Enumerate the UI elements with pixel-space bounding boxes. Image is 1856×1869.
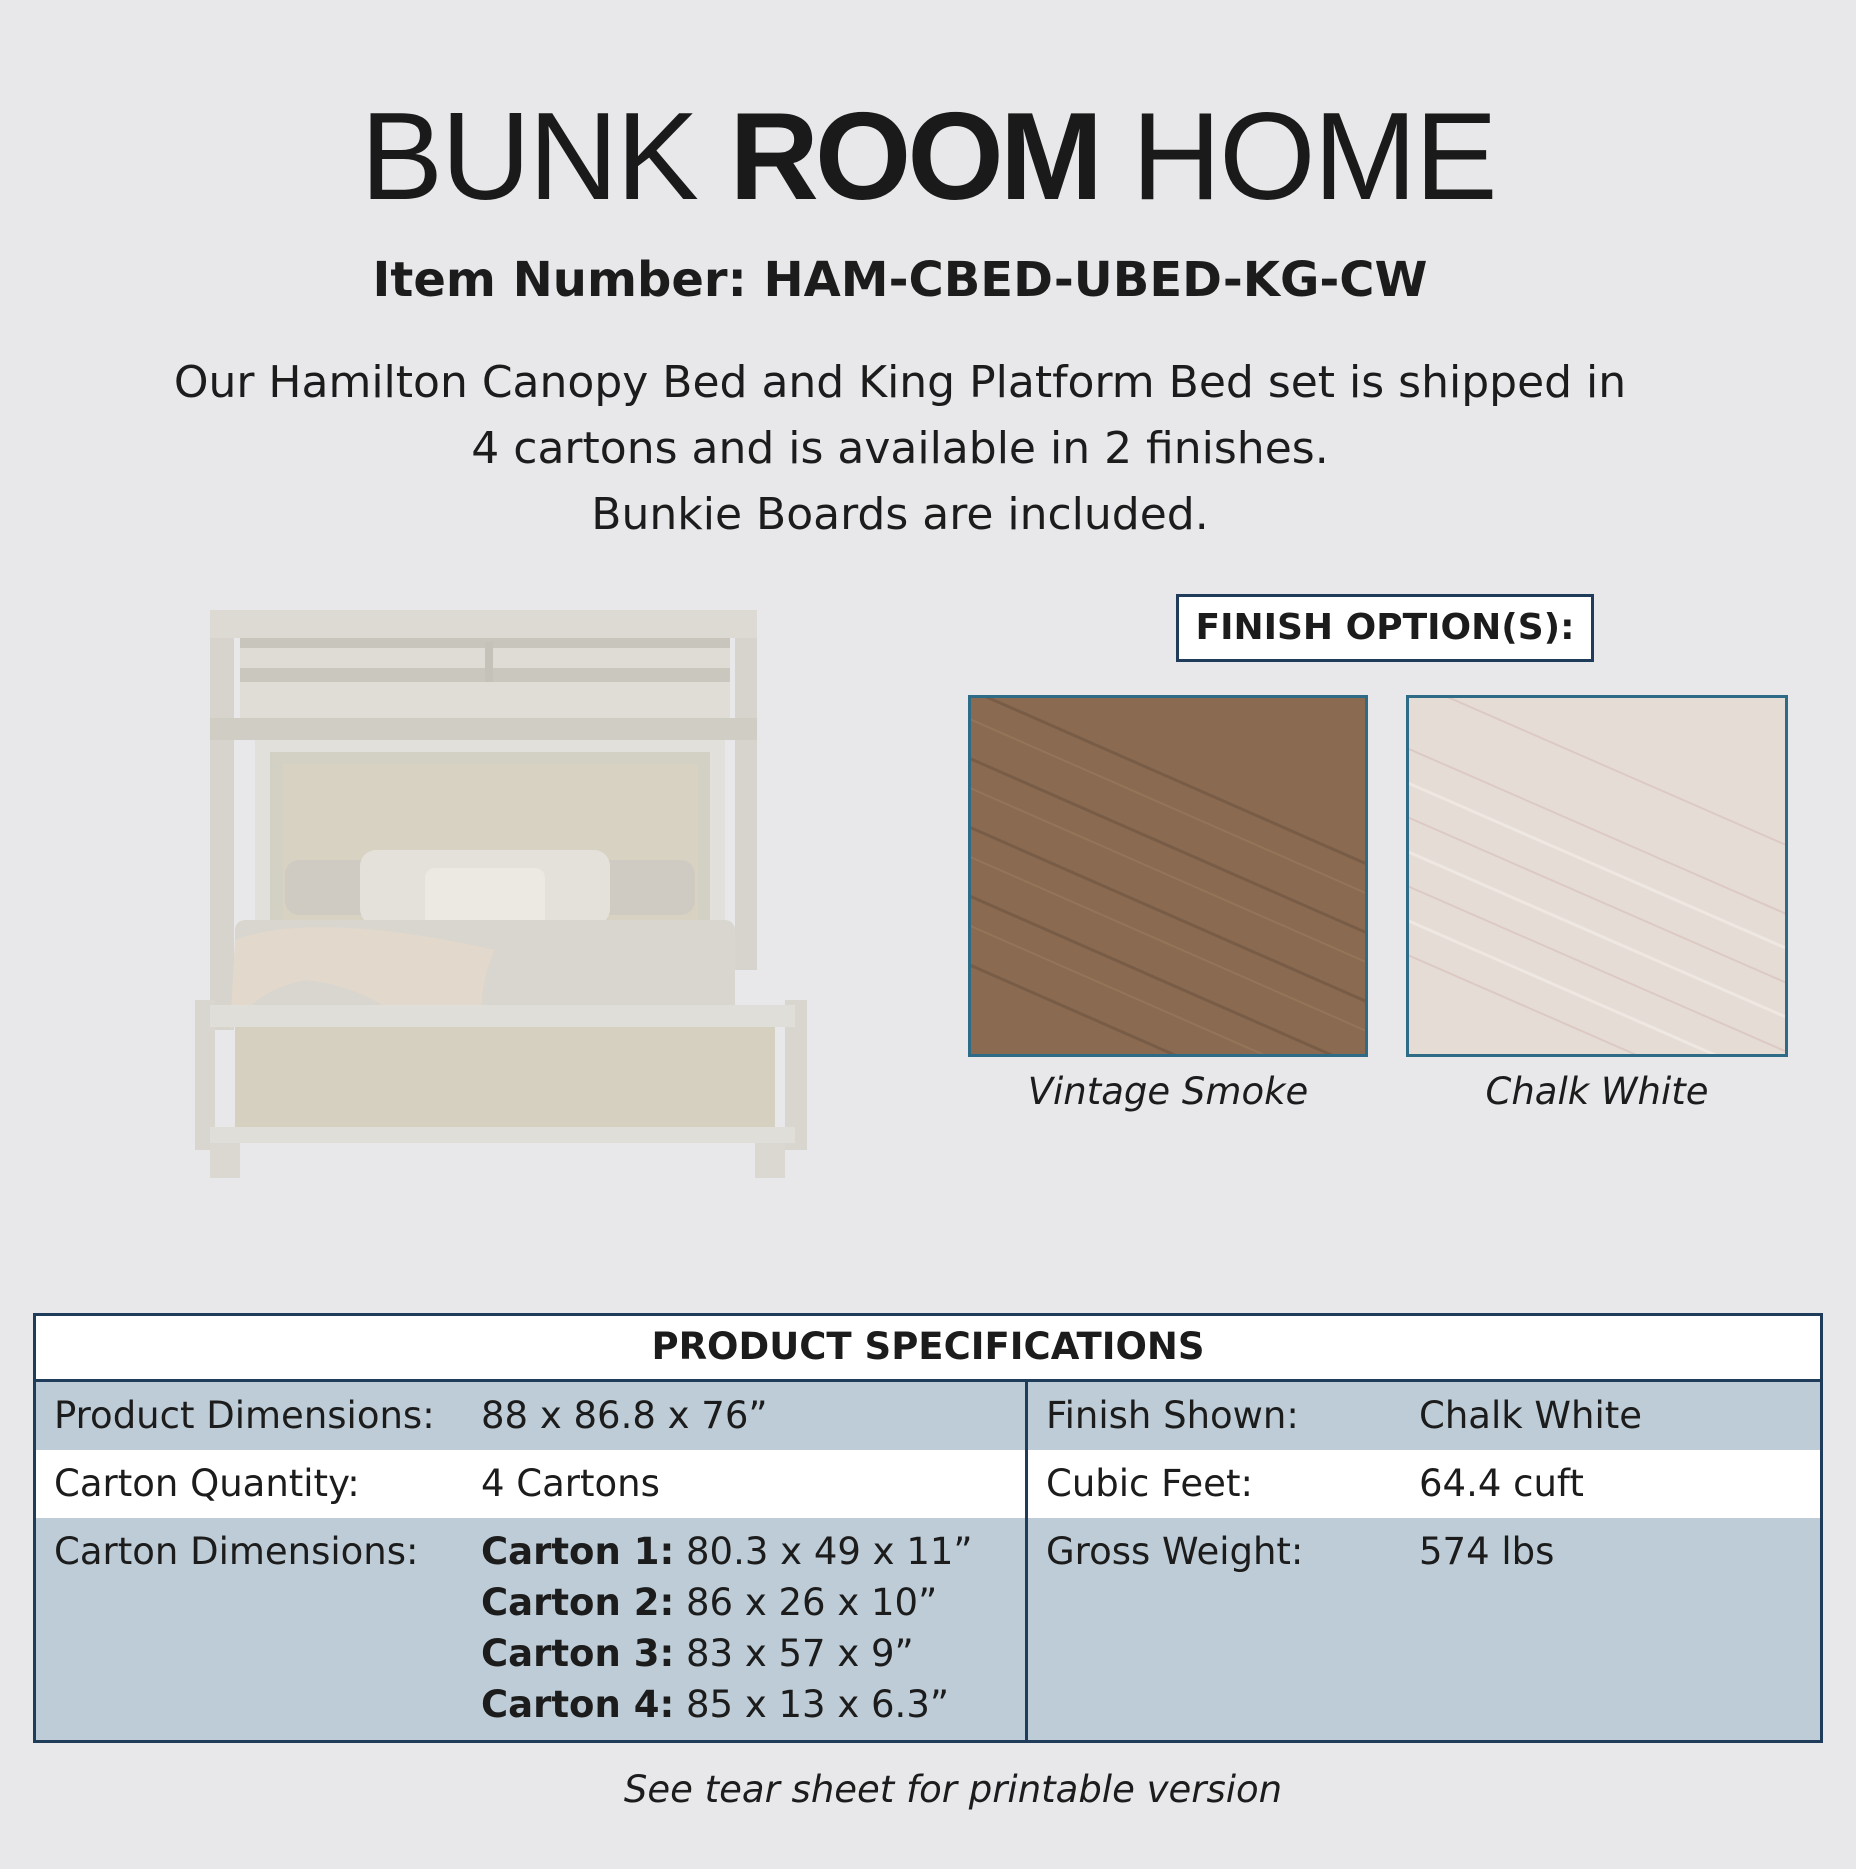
brand-word-room: ROOM bbox=[729, 88, 1100, 226]
cubic-feet-label: Cubic Feet: bbox=[1046, 1462, 1253, 1505]
carton-2-value: 86 x 26 x 10” bbox=[686, 1581, 938, 1624]
footnote bbox=[0, 1768, 1856, 1811]
carton-2 bbox=[481, 1577, 973, 1628]
finish-label-chalk-white: Chalk White bbox=[1485, 1070, 1709, 1113]
description-line-3: Bunkie Boards are included. bbox=[591, 489, 1209, 540]
product-specifications-table bbox=[33, 1313, 1823, 1743]
carton-1 bbox=[481, 1526, 973, 1577]
carton-4-name: Carton 4: bbox=[481, 1683, 675, 1726]
product-description bbox=[100, 350, 1700, 548]
specifications-title: PRODUCT SPECIFICATIONS bbox=[36, 1316, 1820, 1382]
carton-1-name: Carton 1: bbox=[481, 1530, 675, 1573]
finish-swatch-chalk-white[interactable] bbox=[1406, 695, 1788, 1057]
description-line-1: Our Hamilton Canopy Bed and King Platform Bed set is shipped in bbox=[173, 357, 1627, 408]
tear-sheet-note: See tear sheet for printable version bbox=[623, 1768, 1283, 1811]
carton-2-name: Carton 2: bbox=[481, 1581, 675, 1624]
carton-dimensions-label: Carton Dimensions: bbox=[54, 1530, 419, 1573]
gross-weight-label: Gross Weight: bbox=[1046, 1530, 1304, 1573]
carton-quantity-value: 4 Cartons bbox=[481, 1462, 660, 1505]
brand-word-home: HOME bbox=[1131, 88, 1496, 226]
gross-weight-value: 574 lbs bbox=[1419, 1530, 1555, 1573]
finish-label-vintage-smoke: Vintage Smoke bbox=[1027, 1070, 1309, 1113]
carton-4 bbox=[481, 1679, 973, 1730]
carton-3 bbox=[481, 1628, 973, 1679]
brand-word-bunk: BUNK bbox=[360, 88, 697, 226]
carton-dimensions-list bbox=[481, 1518, 973, 1730]
product-image bbox=[195, 610, 810, 1180]
carton-4-value: 85 x 13 x 6.3” bbox=[686, 1683, 950, 1726]
column-divider bbox=[1025, 1382, 1028, 1740]
item-number: Item Number: HAM-CBED-UBED-KG-CW bbox=[372, 252, 1428, 308]
cubic-feet-value: 64.4 cuft bbox=[1419, 1462, 1584, 1505]
carton-3-name: Carton 3: bbox=[481, 1632, 675, 1675]
table-row bbox=[36, 1518, 1820, 1740]
brand-logo bbox=[0, 88, 1856, 226]
carton-3-value: 83 x 57 x 9” bbox=[686, 1632, 914, 1675]
product-dimensions-value: 88 x 86.8 x 76” bbox=[481, 1394, 768, 1437]
table-row bbox=[36, 1382, 1820, 1450]
carton-1-value: 80.3 x 49 x 11” bbox=[686, 1530, 973, 1573]
description-line-2: 4 cartons and is available in 2 finishes. bbox=[471, 423, 1329, 474]
product-dimensions-label: Product Dimensions: bbox=[54, 1394, 435, 1437]
finish-options-header: FINISH OPTION(S): bbox=[1176, 594, 1594, 662]
carton-quantity-label: Carton Quantity: bbox=[54, 1462, 360, 1505]
finish-shown-label: Finish Shown: bbox=[1046, 1394, 1299, 1437]
table-row bbox=[36, 1450, 1820, 1518]
finish-swatch-vintage-smoke[interactable] bbox=[968, 695, 1368, 1057]
finish-shown-value: Chalk White bbox=[1419, 1394, 1643, 1437]
